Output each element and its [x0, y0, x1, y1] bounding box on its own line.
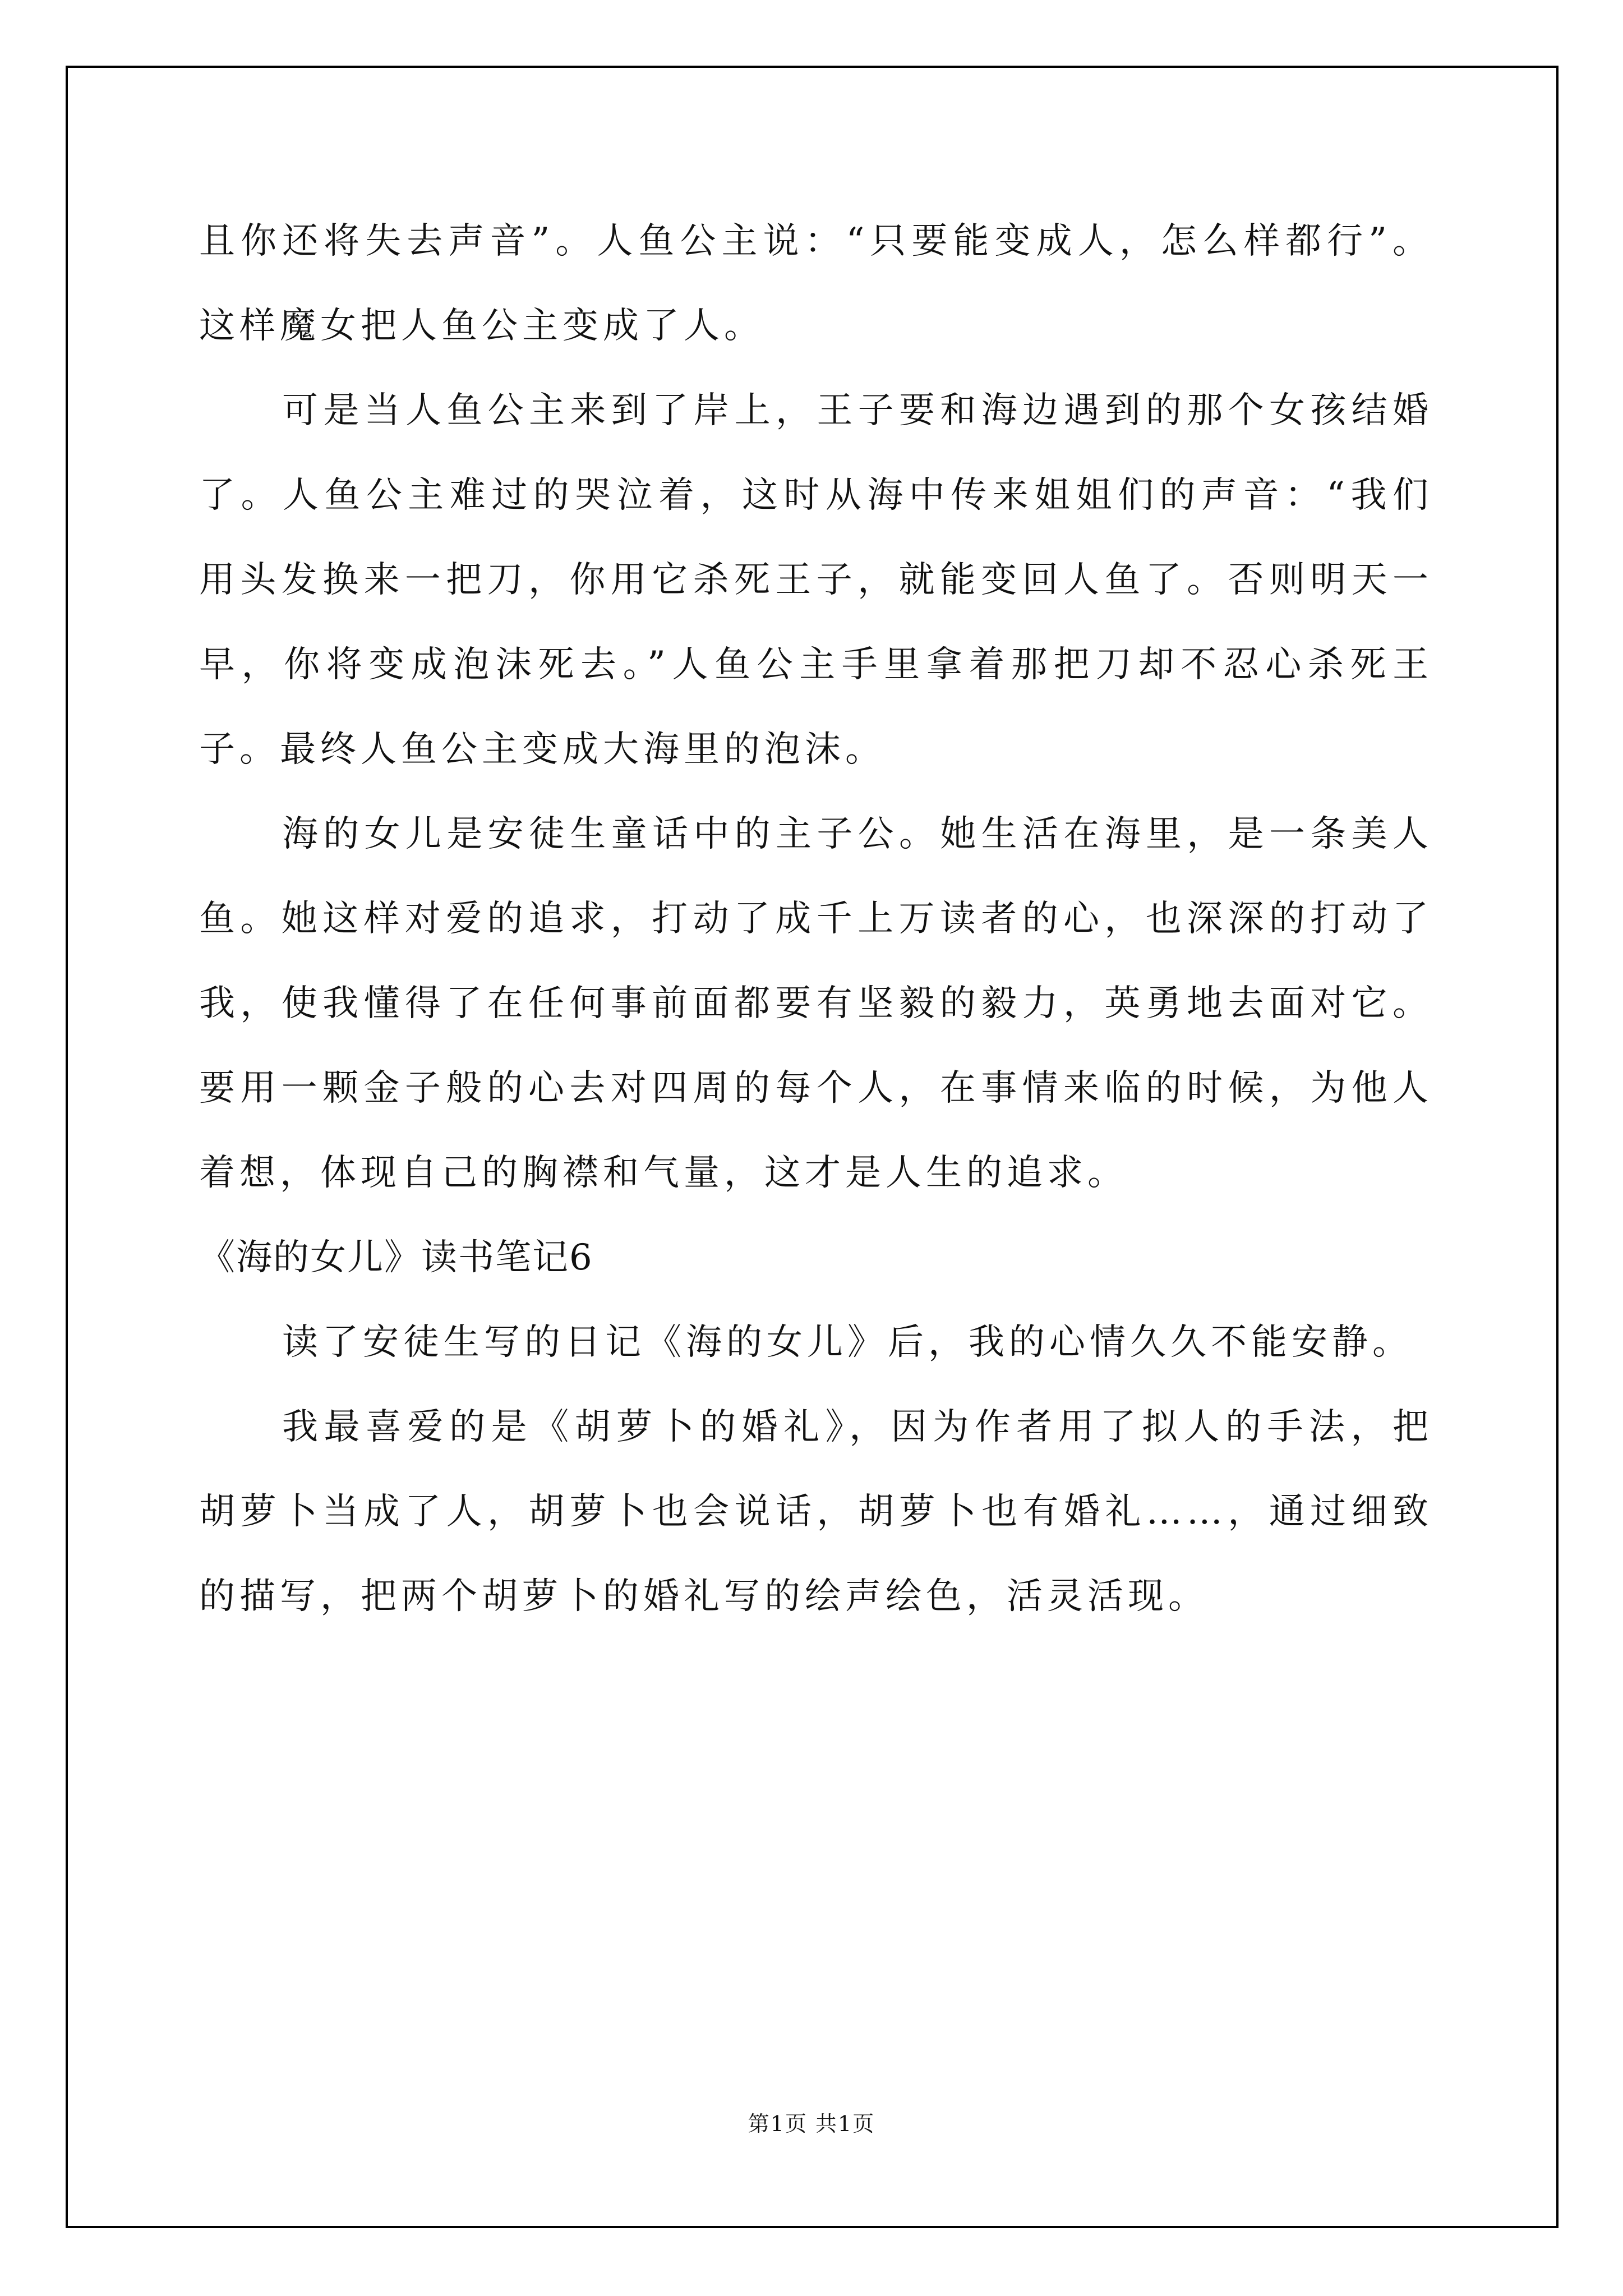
paragraph: 可是当人鱼公主来到了岸上，王子要和海边遇到的那个女孩结婚了。人鱼公主难过的哭泣着，这时从海中传来姐姐们的声音：“我们用头发换来一把刀，你用它杀死王子，就能变回人鱼了。否则明天一早，你将变成泡沫死去。”人鱼公主手里拿着那把刀却不忍心杀死王子。最终人鱼公主变成大海里的泡沫。 [199, 390, 1433, 770]
section-heading: 《海的女儿》读书笔记6 [199, 1237, 593, 1278]
document-body [199, 199, 1433, 1639]
page-number-footer: 第1页 共1页 [748, 2111, 875, 2136]
paragraph: 海的女儿是安徒生童话中的主子公。她生活在海里，是一条美人鱼。她这样对爱的追求，打动了成千上万读者的心，也深深的打动了我，使我懂得了在任何事前面都要有坚毅的毅力，英勇地去面对它。要用一颗金子般的心去对四周的每个人，在事情来临的时候，为他人着想，体现自己的胸襟和气量，这才是人生的追求。 [199, 813, 1433, 1194]
paragraph: 我最喜爱的是《胡萝卜的婚礼》，因为作者用了拟人的手法，把胡萝卜当成了人，胡萝卜也会说话，胡萝卜也有婚礼……，通过细致的描写，把两个胡萝卜的婚礼写的绘声绘色，活灵活现。 [199, 1406, 1433, 1617]
paragraph: 读了安徒生写的日记《海的女儿》后，我的心情久久不能安静。 [282, 1322, 1413, 1363]
paragraph: 且你还将失去声音”。人鱼公主说：“只要能变成人，怎么样都行”。这样魔女把人鱼公主变成了人。 [199, 220, 1433, 347]
